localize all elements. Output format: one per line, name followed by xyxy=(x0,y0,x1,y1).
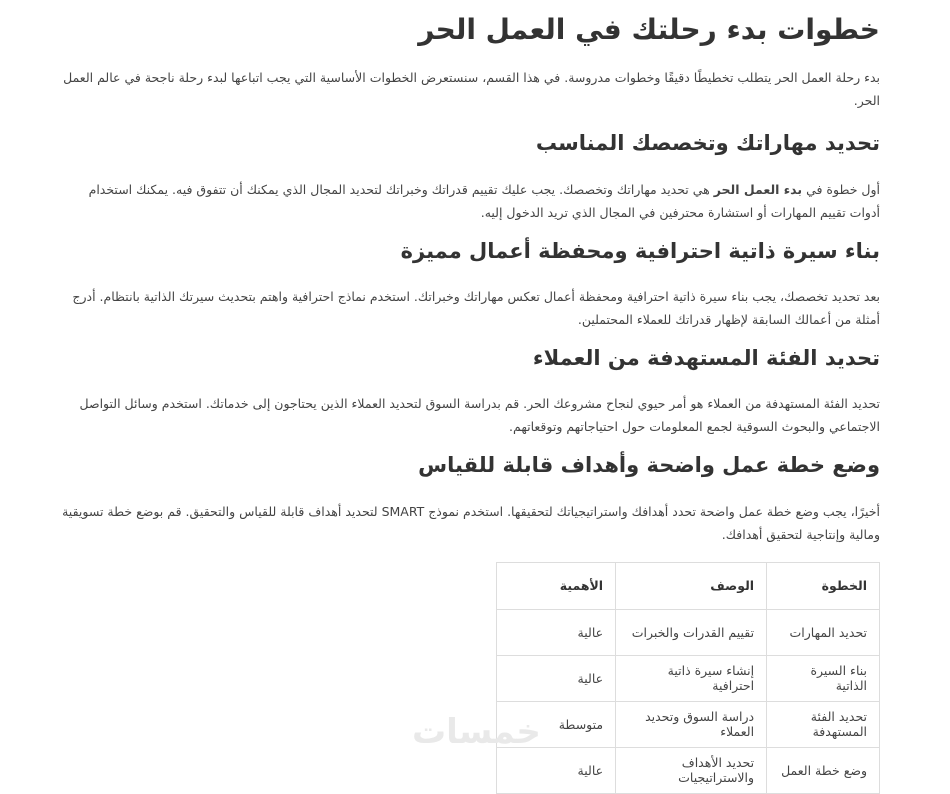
table-cell: تحديد المهارات xyxy=(767,609,880,655)
paragraph-text: هي تحديد مهاراتك وتخصصك. يجب عليك تقييم قدراتك وخبراتك لتحديد المجال الذي يمكنك أن تتفوق فيه. يمكنك استخدام أدوات تقييم المهارات أو استشارة محترفين في المجال الذي تريد الدخول إليه. xyxy=(88,181,880,220)
table-cell: تحديد الفئة المستهدفة xyxy=(767,701,880,747)
article xyxy=(55,12,880,794)
table-cell: متوسطة xyxy=(497,701,616,747)
table-row xyxy=(497,747,880,793)
table-cell: عالية xyxy=(497,609,616,655)
bold-keyword: بدء العمل الحر xyxy=(713,181,803,197)
table-cell: تقييم القدرات والخبرات xyxy=(616,609,767,655)
table-header-description: الوصف xyxy=(616,562,767,609)
section-paragraph-plan: أخيرًا، يجب وضع خطة عمل واضحة تحدد أهدافك واستراتيجياتك لتحقيقها. استخدم نموذج SMART لتحديد أهداف قابلة للقياس والتحقيق. قم بوضع خطة تسويقية ومالية وإنتاجية لتحقيق أهدافك. xyxy=(62,503,880,542)
section-paragraph-cv: بعد تحديد تخصصك، يجب بناء سيرة ذاتية احترافية ومحفظة أعمال تعكس مهاراتك وخبراتك. استخدم نماذج احترافية واهتم بتحديث سيرتك الذاتية بانتظام. أدرج أمثلة من أعمالك السابقة لإظهار قدراتك للعملاء المحتملين. xyxy=(72,288,880,327)
table-header-step: الخطوة xyxy=(767,562,880,609)
table-cell: وضع خطة العمل xyxy=(767,747,880,793)
table-header-row xyxy=(497,562,880,609)
paragraph-text: أول خطوة في xyxy=(802,181,880,197)
section-heading-audience: تحديد الفئة المستهدفة من العملاء xyxy=(532,345,880,370)
table-header-importance: الأهمية xyxy=(497,562,616,609)
section-heading-skills: تحديد مهاراتك وتخصصك المناسب xyxy=(535,131,880,156)
table-cell: عالية xyxy=(497,655,616,701)
section-heading-plan: وضع خطة عمل واضحة وأهداف قابلة للقياس xyxy=(418,453,880,478)
section-heading-cv: بناء سيرة ذاتية احترافية ومحفظة أعمال مميزة xyxy=(400,238,880,263)
table-row xyxy=(497,609,880,655)
table-cell: عالية xyxy=(497,747,616,793)
table-cell: إنشاء سيرة ذاتية احترافية xyxy=(616,655,767,701)
section-paragraph-audience: تحديد الفئة المستهدفة من العملاء هو أمر حيوي لنجاح مشروعك الحر. قم بدراسة السوق لتحديد العملاء الذين يحتاجون إلى خدماتك. استخدم وسائل التواصل الاجتماعي والبحوث السوقية لجمع المعلومات حول احتياجاتهم وتوقعاتهم. xyxy=(79,396,880,435)
table-cell: دراسة السوق وتحديد العملاء xyxy=(616,701,767,747)
table-row xyxy=(497,655,880,701)
steps-table xyxy=(496,562,880,794)
table-cell: بناء السيرة الذاتية xyxy=(767,655,880,701)
page-title: خطوات بدء رحلتك في العمل الحر xyxy=(418,13,880,46)
intro-paragraph: بدء رحلة العمل الحر يتطلب تخطيطًا دقيقًا وخطوات مدروسة. في هذا القسم، سنستعرض الخطوات الأساسية التي يجب اتباعها لبدء رحلة ناجحة في عالم العمل الحر. xyxy=(63,70,880,109)
table-row xyxy=(497,701,880,747)
table-cell: تحديد الأهداف والاستراتيجيات xyxy=(616,747,767,793)
watermark-logo: خمسات xyxy=(412,712,541,752)
section-paragraph-skills xyxy=(55,178,880,224)
